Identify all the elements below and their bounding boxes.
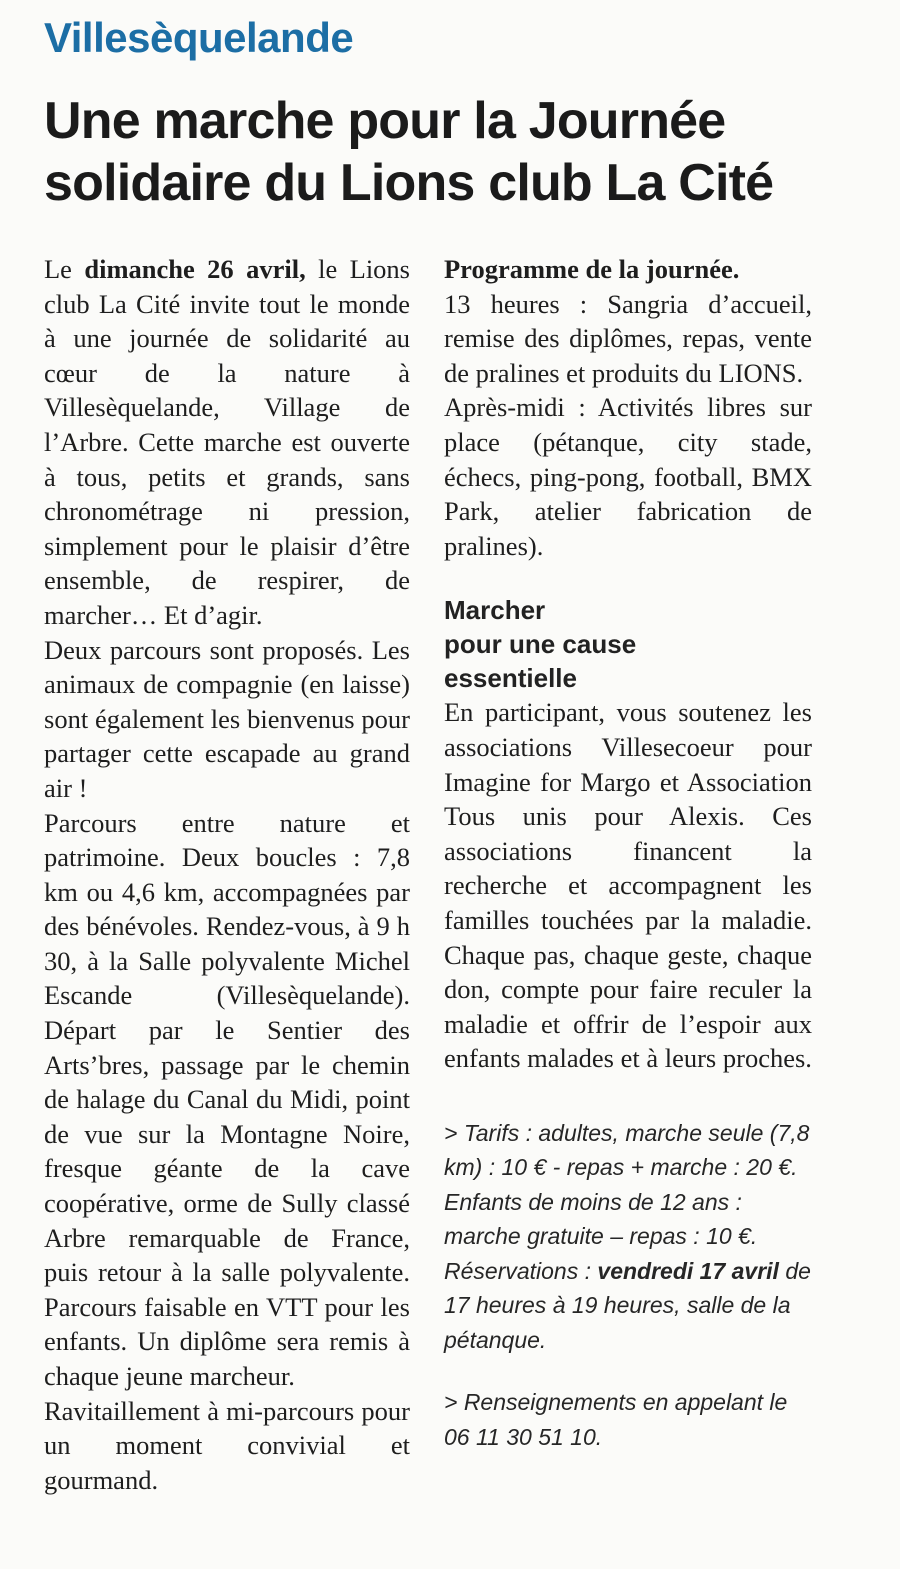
- reservation-date: vendredi 17 avril: [597, 1257, 779, 1284]
- intertitle-line-2: pour une cause: [444, 629, 637, 660]
- refreshment-paragraph: Ravitaillement à mi-parcours pour un moment convivial et gourmand.: [44, 1395, 410, 1495]
- headline-line-2: solidaire du Lions club La Cité: [44, 154, 774, 212]
- contact-info: > Renseignements en appelant le 06 11 30 51 10.: [444, 1389, 788, 1450]
- intertitle-line-1: Marcher: [444, 595, 546, 626]
- headline-line-1: Une marche pour la Journée: [44, 92, 726, 150]
- itinerary-paragraph: Parcours entre nature et patrimoine. Deux boucles : 7,8 km ou 4,6 km, accompagnées par des bénévoles. Rendez-vous, à 9 h 30, à la Salle polyvalente Michel Escande (Villesèquelande). Départ par le Sentier des Arts’bres, passage par le chemin de halage du Canal du Midi, point de vue sur la Montagne Noire, fresque géante de la cave coopérative, orme de Sully classé Arbre remarquable de France, puis retour à la salle polyvalente. Parcours faisable en VTT pour les enfants. Un diplôme sera remis à chaque jeune marcheur.: [44, 807, 410, 1391]
- intertitle: [444, 593, 812, 695]
- section-label: Villesèquelande: [44, 14, 354, 61]
- reservation-hours: de 17 heures à 19 heures, salle de la pétanque.: [444, 1257, 811, 1353]
- programme-paragraph-1: 13 heures : Sangria d’accueil, remise des diplômes, repas, vente de pralines et produits du LIONS.: [444, 288, 812, 388]
- intro-lead: Le: [44, 254, 85, 284]
- left-column: [44, 252, 410, 1497]
- right-column: [444, 252, 812, 1454]
- programme-paragraph-2: Après-midi : Activités libres sur place (pétanque, city stade, échecs, ping-pong, football, BMX Park, atelier fabrication de pralines).: [444, 392, 812, 561]
- intertitle-line-3: essentielle: [444, 663, 577, 694]
- intro-body: le Lions club La Cité invite tout le monde à une journée de solidarité au cœur de la nature à Villesèquelande, Village de l’Arbre. Cette marche est ouverte à tous, petits et grands, sans chronométrage ni pression, simplement pour le plaisir d’être ensemble, de respirer, de marcher… Et d’agir.: [44, 254, 410, 630]
- tarifs-info: [444, 1116, 812, 1358]
- tarifs-text: > Tarifs : adultes, marche seule (7,8 km) : 10 € - repas + marche : 20 €. Enfants de moins de 12 ans : marche gratuite – repas : 10 €. Réservations :: [444, 1119, 810, 1284]
- routes-paragraph: Deux parcours sont proposés. Les animaux de compagnie (en laisse) sont également les bienvenus pour partager cette escapade au grand air !: [44, 634, 410, 803]
- intro-paragraph: [44, 252, 410, 633]
- programme-title: Programme de la journée.: [444, 254, 740, 284]
- event-date: dimanche 26 avril,: [84, 254, 306, 284]
- cause-paragraph: En participant, vous soutenez les associations Villesecoeur pour Imagine for Margo et Association Tous unis pour Alexis. Ces associations financent la recherche et accompagnent les familles touchées par la maladie. Chaque pas, chaque geste, chaque don, compte pour faire reculer la maladie et offrir de l’espoir aux enfants malades et à leurs proches.: [444, 697, 812, 1074]
- article-headline: [44, 90, 874, 214]
